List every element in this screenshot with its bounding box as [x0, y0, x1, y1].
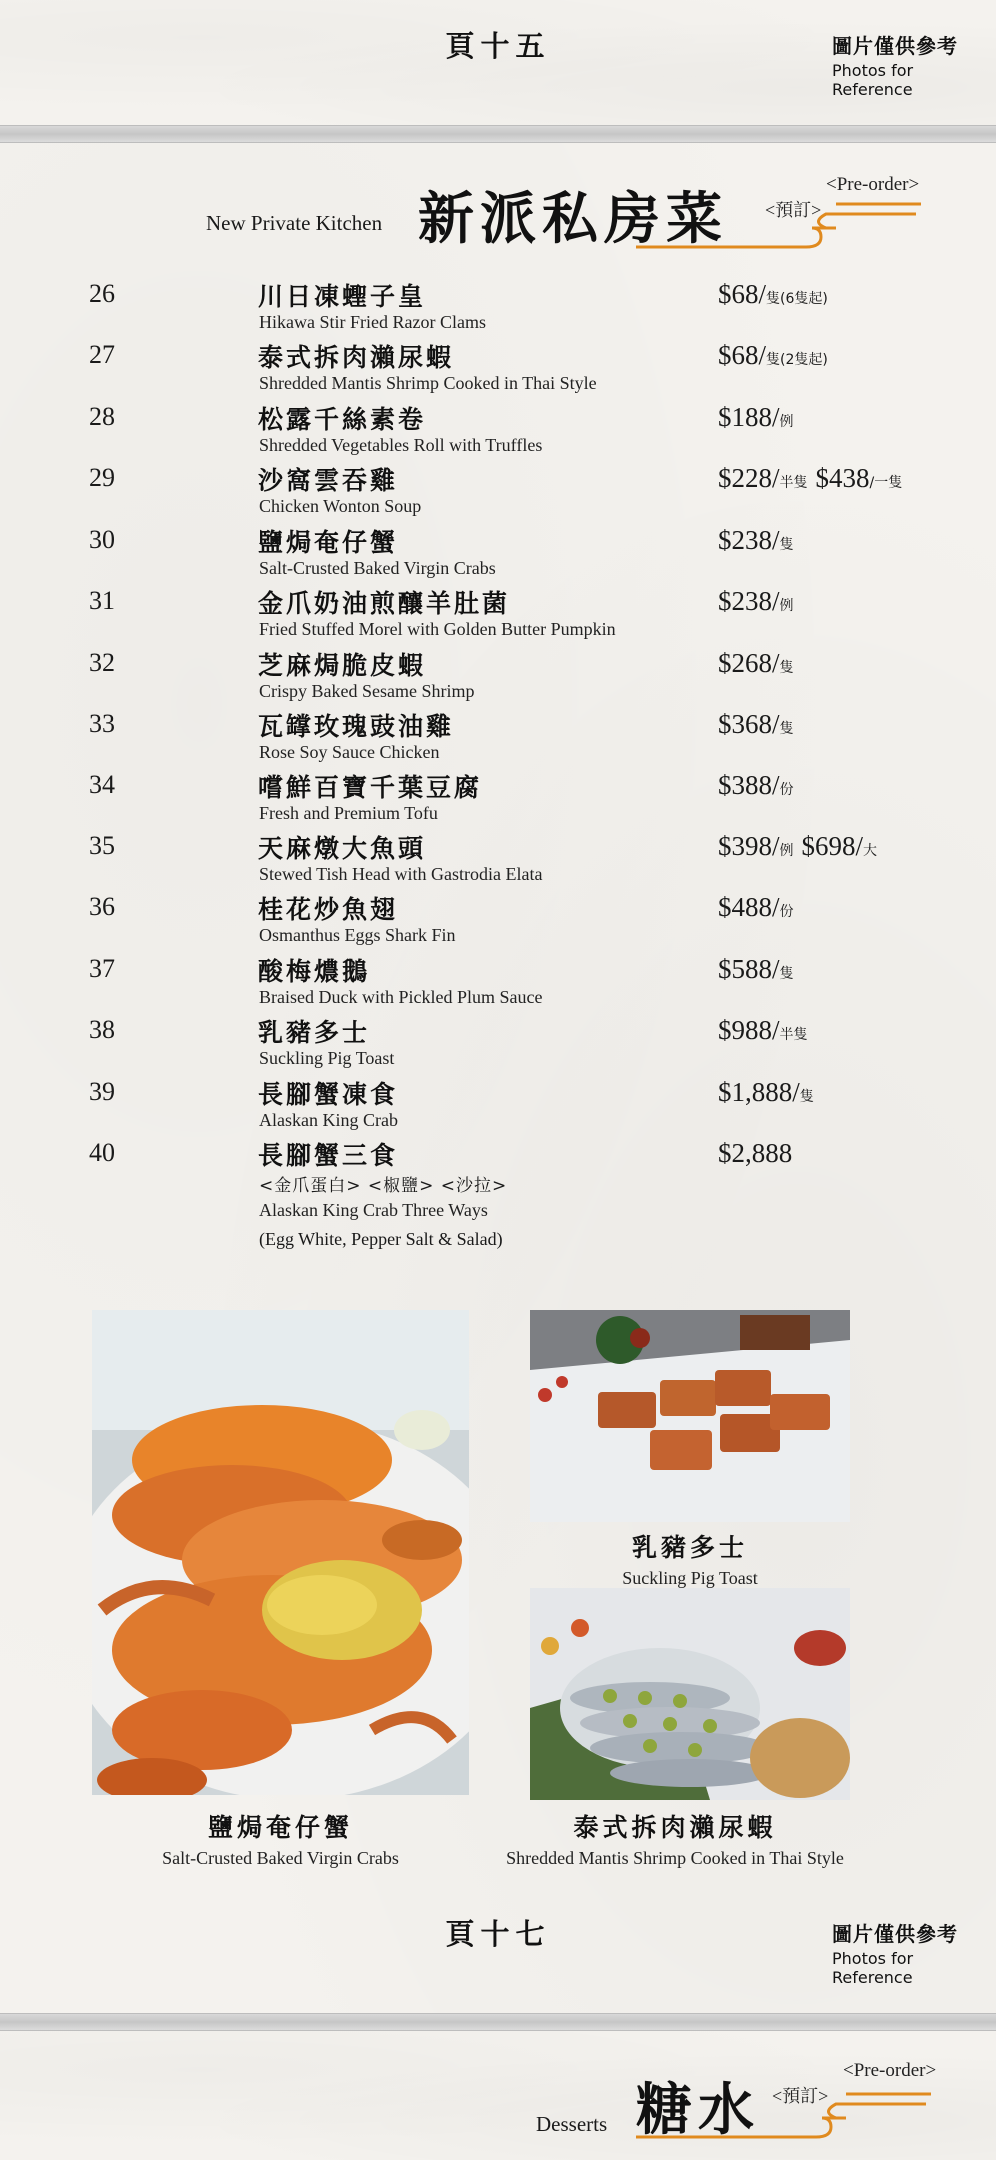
item-number: 32 [89, 648, 115, 677]
crab-photo [92, 1310, 469, 1795]
item-number: 39 [89, 1077, 115, 1106]
item-name-en: Hikawa Stir Fried Razor Clams [259, 312, 486, 332]
item-price: $1,888/隻 [718, 1077, 814, 1107]
item-price: $228/半隻 $438/一隻 [718, 463, 903, 493]
item-name-en: Rose Soy Sauce Chicken [259, 742, 440, 762]
page-number-bottom: 頁十七 [445, 1917, 551, 1951]
item-name-zh: 鹽焗奄仔蟹 [258, 528, 399, 557]
item-price: $68/隻(6隻起) [718, 279, 828, 309]
item-name-en: Shredded Mantis Shrimp Cooked in Thai Style [259, 373, 597, 393]
item-name-en: Crispy Baked Sesame Shrimp [259, 681, 475, 701]
item-price: $388/份 [718, 770, 794, 800]
item-name-zh: 天麻燉大魚頭 [258, 834, 427, 863]
item-name-zh: 瓦罉玫瑰豉油雞 [258, 712, 455, 741]
item-price: $238/例 [718, 586, 794, 616]
item-number: 40 [89, 1138, 115, 1167]
reference-zh: 圖片僅供參考 [832, 1922, 958, 1946]
item-number: 38 [89, 1015, 115, 1044]
reference-zh: 圖片僅供參考 [832, 34, 958, 58]
item-price: $588/隻 [718, 954, 794, 984]
item-name-en: Osmanthus Eggs Shark Fin [259, 925, 456, 945]
caption-zh: 鹽焗奄仔蟹 [207, 1813, 353, 1842]
item-name-zh: 桂花炒魚翅 [258, 895, 399, 924]
swirl-ornament-icon [636, 2080, 936, 2142]
caption-zh: 泰式拆肉瀨尿蝦 [573, 1813, 777, 1842]
item-name-zh: 嚐鮮百寶千葉豆腐 [258, 773, 483, 802]
item-number: 33 [89, 709, 115, 738]
item-number: 34 [89, 770, 115, 799]
crab-caption [92, 1808, 469, 1869]
item-number: 37 [89, 954, 115, 983]
reference-note-bottom [832, 1918, 996, 1987]
item-name-en: Braised Duck with Pickled Plum Sauce [259, 987, 543, 1007]
item-name-en: Shredded Vegetables Roll with Truffles [259, 435, 543, 455]
item-name-zh: 金爪奶油煎釀羊肚菌 [258, 589, 511, 618]
suckling-pig-toast-photo [530, 1310, 850, 1522]
item-price: $2,888 [718, 1138, 793, 1168]
item-name-zh: 長腳蟹三食 [258, 1141, 399, 1170]
page-separator-top [0, 125, 996, 143]
shrimp-caption [470, 1808, 880, 1869]
item-name-zh: 芝麻焗脆皮蝦 [258, 651, 427, 680]
item-price: $268/隻 [718, 648, 794, 678]
item-name-zh: 酸梅燶鵝 [258, 957, 371, 986]
item-name-zh: 沙窩雲吞雞 [258, 466, 399, 495]
item-price: $238/隻 [718, 525, 794, 555]
caption-en: Shredded Mantis Shrimp Cooked in Thai Style [506, 1848, 844, 1868]
reference-en: Photos for Reference [832, 61, 914, 99]
preorder-tag-zh: <預訂> [765, 200, 822, 220]
item-number: 35 [89, 831, 115, 860]
page-number-top: 頁十五 [445, 29, 551, 63]
section-title [0, 160, 996, 270]
item-number: 26 [89, 279, 115, 308]
item-name-en: Stewed Tish Head with Gastrodia Elata [259, 864, 543, 884]
swirl-ornament-icon [636, 192, 926, 252]
item-name-en: Fried Stuffed Morel with Golden Butter Pumpkin [259, 619, 616, 639]
next-section-title [0, 2040, 996, 2150]
item-name-zh: 松露千絲素卷 [258, 405, 427, 434]
item-number: 27 [89, 340, 115, 369]
item-price: $368/隻 [718, 709, 794, 739]
preorder-tag-en: <Pre-order> [826, 174, 920, 195]
page-separator-bottom [0, 2013, 996, 2031]
item-name-zh: 乳豬多士 [258, 1018, 371, 1047]
next-preorder-tag-en: <Pre-order> [843, 2060, 937, 2081]
item-name-en: Alaskan King Crab [259, 1110, 398, 1130]
item-price: $398/例 $698/大 [718, 831, 878, 861]
item-name-zh: 泰式拆肉瀨尿蝦 [258, 343, 455, 372]
item-price: $488/份 [718, 892, 794, 922]
reference-note-top [832, 30, 996, 99]
item-number: 29 [89, 463, 115, 492]
next-section-title-en: Desserts [536, 2112, 608, 2136]
item-price: $988/半隻 [718, 1015, 808, 1045]
caption-en: Salt-Crusted Baked Virgin Crabs [162, 1848, 399, 1868]
item-name-zh: 川日凍蟶子皇 [258, 282, 427, 311]
item-number: 36 [89, 892, 115, 921]
section-title-en: New Private Kitchen [206, 211, 383, 235]
item-options-en: (Egg White, Pepper Salt & Salad) [259, 1229, 503, 1249]
item-price: $188/例 [718, 402, 794, 432]
section-title-zh: 新派私房菜 [418, 187, 728, 252]
next-preorder-tag-zh: <預訂> [772, 2086, 829, 2106]
toast-caption [530, 1528, 850, 1589]
item-number: 30 [89, 525, 115, 554]
item-name-en: Suckling Pig Toast [259, 1048, 395, 1068]
reference-en: Photos for Reference [832, 1949, 914, 1987]
item-options-zh: <金爪蛋白> <椒鹽> <沙拉> [259, 1176, 508, 1196]
caption-en: Suckling Pig Toast [622, 1568, 758, 1588]
item-number: 31 [89, 586, 115, 615]
item-price: $68/隻(2隻起) [718, 340, 828, 370]
mantis-shrimp-photo [530, 1588, 850, 1800]
caption-zh: 乳豬多士 [631, 1533, 748, 1562]
item-name-en: Alaskan King Crab Three Ways [259, 1200, 488, 1220]
item-name-en: Chicken Wonton Soup [259, 496, 422, 516]
item-name-en: Fresh and Premium Tofu [259, 803, 438, 823]
item-name-zh: 長腳蟹凍食 [258, 1080, 399, 1109]
item-number: 28 [89, 402, 115, 431]
next-section-title-zh: 糖水 [636, 2078, 760, 2143]
item-name-en: Salt-Crusted Baked Virgin Crabs [259, 558, 496, 578]
